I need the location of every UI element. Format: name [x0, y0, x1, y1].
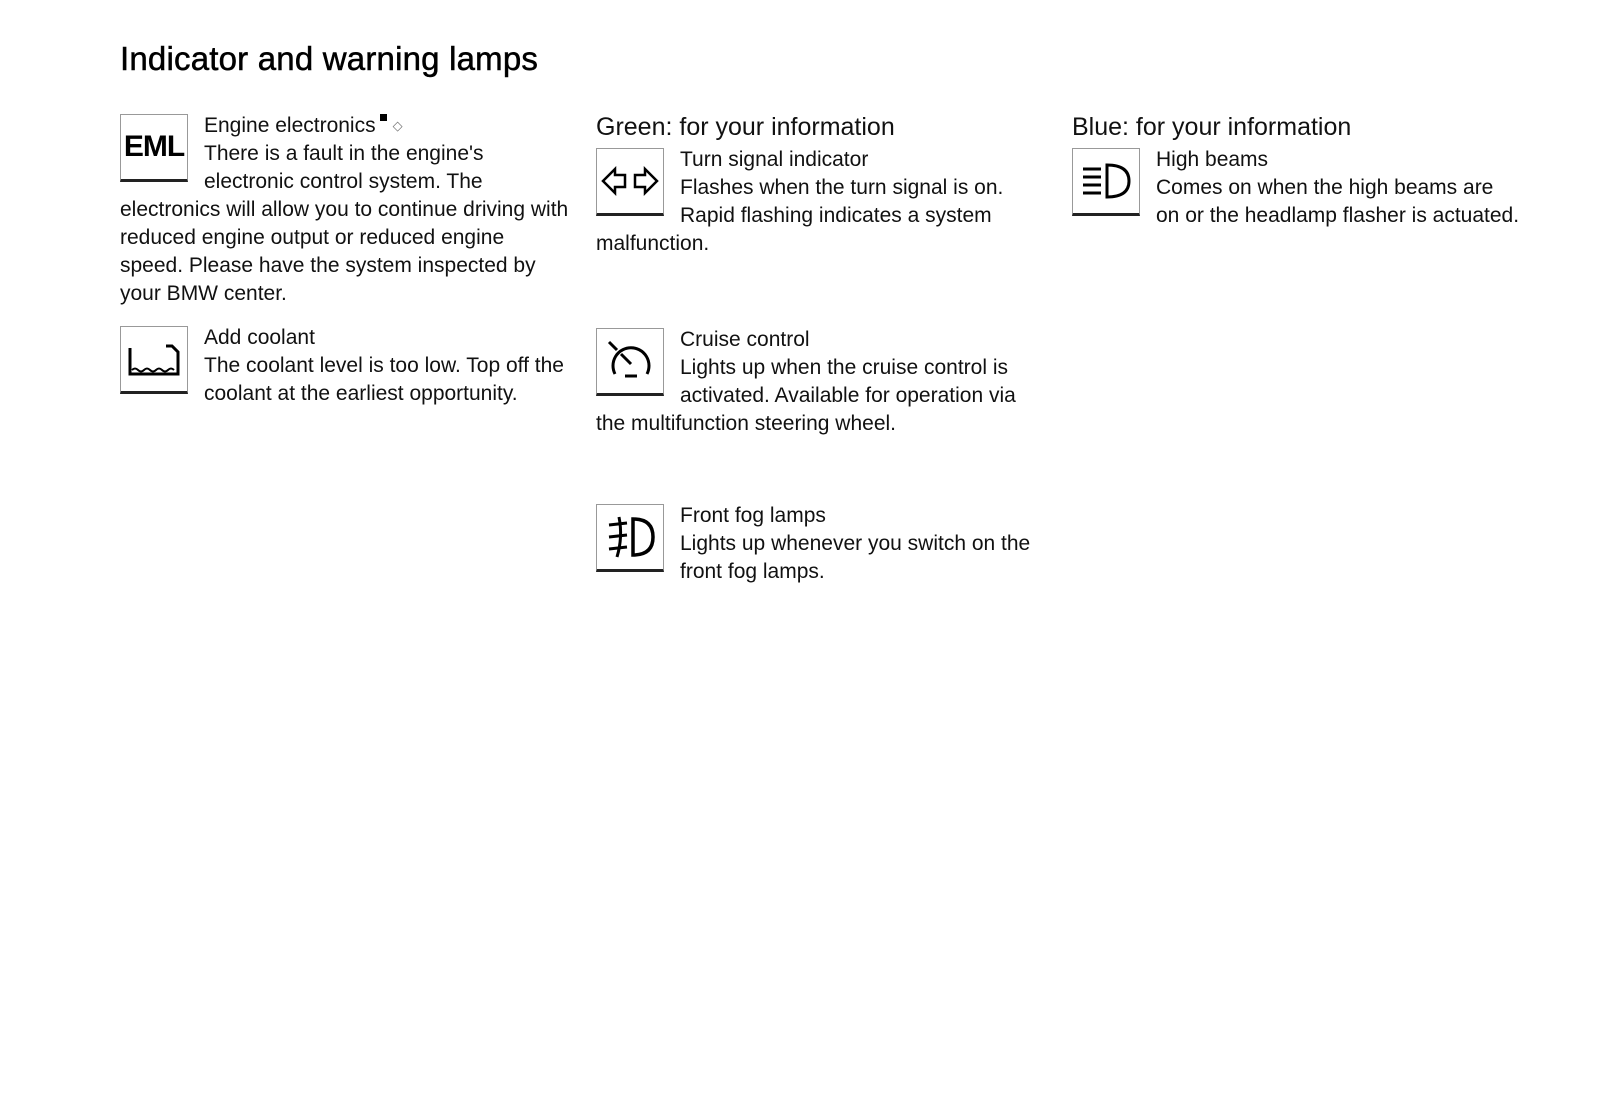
entry-title: Front fog lamps	[680, 504, 826, 527]
entry-engine-electronics	[120, 112, 570, 308]
asterisk-mark-icon	[380, 114, 387, 121]
entry-add-coolant	[120, 324, 570, 408]
page-title: Indicator and warning lamps	[120, 40, 539, 77]
entry-body: Comes on when the high beams are on or the headlamp flasher is actuated.	[1156, 176, 1520, 227]
cruise-control-icon	[596, 328, 664, 396]
column-warning	[120, 112, 570, 408]
coolant-icon	[120, 326, 188, 394]
entry-title: Cruise control	[680, 328, 810, 351]
entry-body: Lights up when the cruise control is activated. Available for operation via the multifunction steering wheel.	[596, 356, 1016, 435]
entry-body: There is a fault in the engine's electronic control system. The electronics will allow you to continue driving with reduced engine output or reduced engine speed. Please have the system inspected by your BMW center.	[120, 142, 569, 306]
entry-title: Turn signal indicator	[680, 148, 869, 171]
entry-body: Lights up whenever you switch on the front fog lamps.	[680, 532, 1031, 583]
fog-lamp-icon	[596, 504, 664, 572]
eml-icon: EML	[120, 114, 188, 182]
column-heading: Green: for your information	[596, 113, 895, 141]
entry-title: Engine electronics	[204, 114, 376, 137]
entry-body: The coolant level is too low. Top off the coolant at the earliest opportunity.	[204, 354, 564, 406]
entry-turn-signal	[596, 146, 1046, 258]
entry-title: Add coolant	[204, 326, 315, 350]
entry-body: Flashes when the turn signal is on. Rapid flashing indicates a system malfunction.	[596, 176, 1004, 255]
column-blue	[1072, 112, 1522, 230]
column-heading: Blue: for your information	[1072, 113, 1352, 141]
entry-cruise-control	[596, 326, 1046, 438]
high-beam-icon	[1072, 148, 1140, 216]
entry-high-beams	[1072, 146, 1522, 230]
diamond-mark-icon: ◇	[392, 118, 403, 134]
entry-front-fog-lamps	[596, 502, 1046, 586]
column-green	[596, 112, 1046, 586]
turn-signal-icon	[596, 148, 664, 216]
entry-title: High beams	[1156, 148, 1269, 171]
